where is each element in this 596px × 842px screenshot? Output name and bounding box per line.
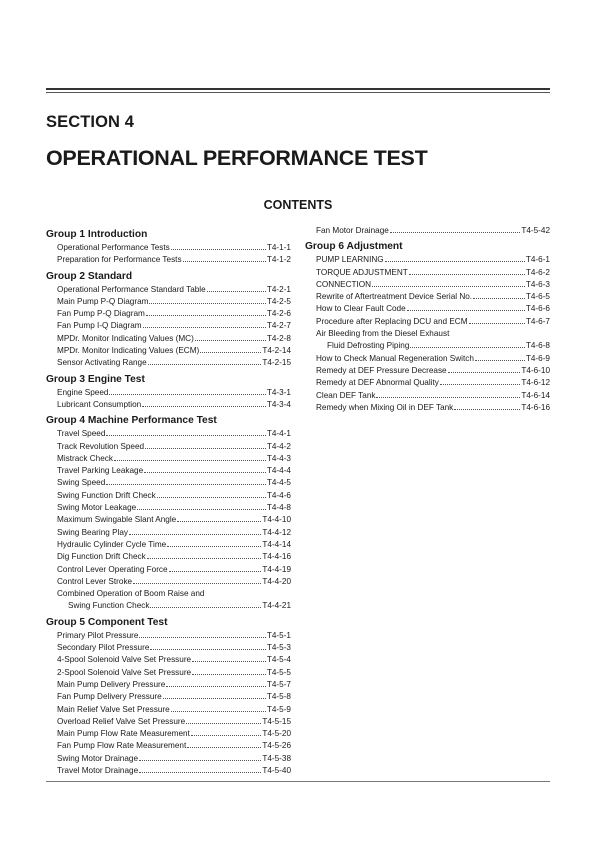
toc-leader-dots	[106, 484, 266, 485]
toc-entry[interactable]	[305, 254, 550, 266]
toc-entry-page: T4-4-14	[262, 539, 291, 549]
toc-entry-label: Sensor Activating Range	[57, 358, 147, 368]
toc-entry-label: Travel Speed	[57, 429, 106, 439]
toc-entry[interactable]	[46, 539, 291, 551]
toc-entry-page: T4-2-6	[266, 309, 291, 319]
toc-leader-dots	[109, 394, 265, 395]
toc-entry[interactable]	[305, 328, 550, 340]
toc-entry-page: T4-2-8	[266, 333, 291, 343]
toc-entry-page: T4-4-16	[262, 552, 291, 562]
toc-entry-label: Engine Speed	[57, 387, 109, 397]
toc-entry-page: T4-2-5	[266, 296, 291, 306]
toc-leader-dots	[142, 406, 266, 407]
toc-entry-page: T4-5-26	[262, 741, 291, 751]
toc-entry[interactable]	[46, 704, 291, 716]
toc-entry[interactable]	[46, 753, 291, 765]
toc-entry-label: CONNECTION	[316, 279, 372, 289]
toc-entry[interactable]	[46, 576, 291, 588]
toc-entry[interactable]	[305, 303, 550, 315]
toc-entry[interactable]	[46, 527, 291, 539]
toc-entry-page: T4-6-3	[525, 279, 550, 289]
toc-entry-page: T4-4-10	[262, 515, 291, 525]
toc-entry[interactable]	[305, 267, 550, 279]
toc-entry-label: 2-Spool Solenoid Valve Set Pressure	[57, 667, 192, 677]
toc-entry-page: T4-4-1	[266, 429, 291, 439]
toc-entry[interactable]	[305, 225, 550, 237]
toc-entry-label: How to Check Manual Regeneration Switch	[316, 353, 474, 363]
toc-leader-dots	[139, 772, 261, 773]
toc-entry-label: Swing Speed	[57, 478, 106, 488]
toc-entry-label: Swing Bearing Play	[57, 527, 128, 537]
toc-entry[interactable]	[46, 716, 291, 728]
toc-entry-page: T4-6-8	[525, 341, 550, 351]
toc-entry[interactable]	[46, 333, 291, 345]
toc-entry-page: T4-5-15	[262, 716, 291, 726]
contents-heading: CONTENTS	[263, 198, 333, 212]
toc-entry[interactable]	[46, 765, 291, 777]
toc-entry-page: T4-5-8	[266, 692, 291, 702]
toc-leader-dots	[440, 384, 520, 385]
toc-leader-dots	[385, 261, 525, 262]
toc-entry-label: Swing Function Check	[68, 601, 150, 611]
toc-leader-dots	[129, 534, 261, 535]
toc-entry-page: T4-2-1	[266, 284, 291, 294]
toc-entry-page: T4-5-7	[266, 679, 291, 689]
toc-entry[interactable]	[46, 357, 291, 369]
toc-entry-label: Remedy at DEF Pressure Decrease	[316, 365, 447, 375]
toc-entry-label: Operational Performance Standard Table	[57, 284, 206, 294]
toc-entry-label: Hydraulic Cylinder Cycle Time	[57, 539, 167, 549]
toc-entry-label: Operational Performance Tests	[57, 243, 170, 252]
toc-entry-page: T4-5-3	[266, 643, 291, 653]
toc-entry-label: Air Bleeding from the Diesel Exhaust	[316, 329, 450, 339]
toc-entry-label: Fan Pump P-Q Diagram	[57, 309, 145, 319]
toc-entry-page: T4-4-3	[266, 453, 291, 463]
toc-leader-dots	[454, 409, 520, 410]
toc-entry-label: 4-Spool Solenoid Valve Set Pressure	[57, 655, 192, 665]
toc-entry-page: T4-6-6	[525, 304, 550, 314]
toc-leader-dots	[137, 509, 266, 510]
toc-leader-dots	[186, 723, 261, 724]
toc-leader-dots	[207, 291, 266, 292]
toc-entry[interactable]	[305, 365, 550, 377]
toc-leader-dots	[183, 261, 266, 262]
toc-entry-page: T4-5-1	[266, 630, 291, 640]
toc-entry[interactable]	[46, 728, 291, 740]
toc-leader-dots	[146, 315, 266, 316]
toc-entry[interactable]	[46, 600, 291, 612]
toc-leader-dots	[200, 352, 261, 353]
toc-entry[interactable]	[46, 242, 291, 254]
toc-entry-label: Track Revolution Speed	[57, 441, 145, 451]
toc-entry-label: Lubricant Consumption	[57, 399, 142, 409]
toc-entry[interactable]	[46, 642, 291, 654]
toc-entry-label: Travel Motor Drainage	[57, 765, 139, 775]
toc-entry-page: T4-5-20	[262, 729, 291, 739]
toc-leader-dots	[171, 249, 266, 250]
toc-entry-label: Control Lever Operating Force	[57, 564, 168, 574]
toc-leader-dots	[192, 674, 266, 675]
toc-entry-page: T4-4-2	[266, 441, 291, 451]
toc-entry[interactable]	[46, 345, 291, 357]
toc-entry-page: T4-6-2	[525, 267, 550, 277]
toc-leader-dots	[410, 347, 525, 348]
toc-leader-dots	[114, 460, 266, 461]
footer-rule	[46, 781, 550, 782]
toc-entry-label: Maximum Swingable Slant Angle	[57, 515, 177, 525]
toc-entry-label: Rewrite of Aftertreatment Device Serial No.	[316, 292, 473, 302]
toc-entry-page: T4-5-42	[521, 226, 550, 235]
toc-group-title: Group 2 Standard	[46, 270, 133, 282]
toc-entry-page: T4-4-21	[262, 601, 291, 611]
toc-entry-label: PUMP LEARNING	[316, 255, 384, 265]
toc-entry-page: T4-3-4	[266, 399, 291, 409]
toc-leader-dots	[166, 686, 266, 687]
toc-group-title: Group 5 Component Test	[46, 616, 168, 628]
toc-entry[interactable]	[305, 279, 550, 291]
toc-entry[interactable]	[46, 551, 291, 563]
toc-leader-dots	[144, 472, 266, 473]
toc-entry-label: Remedy when Mixing Oil in DEF Tank	[316, 402, 454, 412]
toc-entry-label: Combined Operation of Boom Raise and	[57, 589, 205, 599]
toc-entry-label: MPDr. Monitor Indicating Values (ECM)	[57, 346, 200, 356]
toc-entry-page: T4-2-14	[262, 346, 291, 356]
toc-leader-dots	[149, 303, 265, 304]
toc-entry-page: T4-4-12	[262, 527, 291, 537]
toc-entry-label: Dig Function Drift Check	[57, 552, 146, 562]
toc-entry[interactable]	[46, 441, 291, 453]
toc-leader-dots	[191, 735, 261, 736]
toc-entry-label: Remedy at DEF Abnormal Quality	[316, 378, 439, 388]
toc-entry[interactable]	[305, 402, 550, 414]
toc-entry-label: Swing Function Drift Check	[57, 490, 156, 500]
toc-entry-page: T4-4-8	[266, 503, 291, 513]
toc-entry-label: Fan Pump Delivery Pressure	[57, 692, 162, 702]
toc-leader-dots	[133, 583, 261, 584]
toc-entry[interactable]	[305, 340, 550, 352]
toc-leader-dots	[169, 571, 262, 572]
toc-entry-page: T4-5-38	[262, 753, 291, 763]
toc-leader-dots	[163, 698, 266, 699]
toc-entry-page: T4-1-2	[266, 255, 291, 265]
toc-leader-dots	[148, 364, 262, 365]
toc-leader-dots	[139, 637, 265, 638]
toc-entry-page: T4-3-1	[266, 387, 291, 397]
toc-entry-label: Fan Pump I-Q Diagram	[57, 321, 142, 331]
toc-entry[interactable]	[46, 254, 291, 266]
toc-entry-page: T4-6-5	[525, 292, 550, 302]
toc-entry[interactable]	[46, 477, 291, 489]
toc-entry-label: Main Pump Flow Rate Measurement	[57, 729, 190, 739]
toc-entry[interactable]	[46, 428, 291, 440]
toc-leader-dots	[157, 497, 266, 498]
toc-group	[46, 613, 291, 778]
toc-entry[interactable]	[305, 291, 550, 303]
toc-leader-dots	[409, 274, 525, 275]
toc-entry[interactable]	[46, 630, 291, 642]
toc-entry-page: T4-6-10	[521, 365, 550, 375]
toc-entry-page: T4-5-4	[266, 655, 291, 665]
toc-entry[interactable]	[46, 387, 291, 399]
toc-group	[46, 411, 291, 612]
toc-entry[interactable]	[46, 564, 291, 576]
toc-entry-page: T4-4-4	[266, 466, 291, 476]
toc-entry[interactable]	[46, 399, 291, 411]
toc-entry-page: T4-5-5	[266, 667, 291, 677]
toc-leader-dots	[167, 546, 261, 547]
toc-entry-page: T4-4-20	[262, 576, 291, 586]
toc-entry-label: Primary Pilot Pressure	[57, 630, 139, 640]
toc-group-title: Group 3 Engine Test	[46, 373, 145, 385]
toc-entry-page: T4-6-14	[521, 390, 550, 400]
toc-entry-page: T4-6-9	[525, 353, 550, 363]
toc-entry-label: Main Pump Delivery Pressure	[57, 679, 166, 689]
toc-leader-dots	[177, 521, 261, 522]
toc-leader-dots	[143, 327, 266, 328]
toc-entry-page: T4-1-1	[266, 243, 291, 252]
section-label: SECTION 4	[46, 113, 135, 131]
toc-entry[interactable]	[46, 502, 291, 514]
toc-leader-dots	[475, 360, 525, 361]
toc-leader-dots	[147, 558, 262, 559]
toc-leader-dots	[139, 760, 261, 761]
toc-entry[interactable]	[46, 679, 291, 691]
toc-entry[interactable]	[305, 390, 550, 402]
toc-entry-label: Travel Parking Leakage	[57, 466, 144, 476]
toc-entry-label: MPDr. Monitor Indicating Values (MC)	[57, 333, 194, 343]
toc-leader-dots	[390, 232, 521, 233]
toc-group	[46, 225, 291, 267]
page-title: OPERATIONAL PERFORMANCE TEST	[46, 146, 428, 170]
toc-leader-dots	[473, 298, 525, 299]
toc-leader-dots	[187, 747, 261, 748]
toc-entry[interactable]	[46, 284, 291, 296]
toc-entry-label: TORQUE ADJUSTMENT	[316, 267, 408, 277]
toc-entry[interactable]	[305, 377, 550, 389]
toc-entry-page: T4-5-40	[262, 765, 291, 775]
toc-entry-page: T4-2-7	[266, 321, 291, 331]
toc-entry-label: Swing Motor Leakage	[57, 503, 137, 513]
toc-leader-dots	[448, 372, 521, 373]
toc-entry-label: Control Lever Stroke	[57, 576, 133, 586]
toc-entry[interactable]	[46, 308, 291, 320]
toc-left-column	[46, 225, 291, 777]
toc-entry-page: T4-4-19	[262, 564, 291, 574]
toc-leader-dots	[145, 448, 266, 449]
toc-entry[interactable]	[46, 667, 291, 679]
toc-entry-page: T4-2-15	[262, 358, 291, 368]
toc-leader-dots	[372, 286, 525, 287]
toc-entry-label: Fan Pump Flow Rate Measurement	[57, 741, 187, 751]
toc-right-column	[305, 225, 550, 414]
toc-entry-label: How to Clear Fault Code	[316, 304, 406, 314]
toc-entry-label: Main Relief Valve Set Pressure	[57, 704, 170, 714]
toc-entry-page: T4-6-1	[525, 255, 550, 265]
toc-entry-label: Preparation for Performance Tests	[57, 255, 182, 265]
toc-leader-dots	[150, 649, 265, 650]
header-rule-thick	[46, 88, 550, 90]
toc-leader-dots	[171, 711, 266, 712]
toc-entry[interactable]	[305, 316, 550, 328]
toc-entry-label: Overload Relief Valve Set Pressure	[57, 716, 186, 726]
toc-group-title: Group 6 Adjustment	[305, 241, 403, 253]
toc-leader-dots	[376, 397, 520, 398]
toc-group	[46, 267, 291, 370]
toc-entry-label: Mistrack Check	[57, 453, 113, 463]
toc-entry-page: T4-6-12	[521, 378, 550, 388]
toc-entry[interactable]	[46, 465, 291, 477]
toc-entry-page: T4-6-16	[521, 402, 550, 412]
toc-entry[interactable]	[46, 588, 291, 600]
toc-leader-dots	[106, 435, 265, 436]
toc-entry-label: Secondary Pilot Pressure	[57, 643, 150, 653]
toc-group	[305, 237, 550, 414]
toc-entry[interactable]	[46, 453, 291, 465]
toc-entry[interactable]	[46, 296, 291, 308]
toc-entry-page: T4-4-6	[266, 490, 291, 500]
toc-entry[interactable]	[46, 740, 291, 752]
toc-group-title: Group 1 Introduction	[46, 229, 148, 240]
toc-leader-dots	[407, 310, 525, 311]
toc-entry-page: T4-6-7	[525, 316, 550, 326]
toc-entry-label: Clean DEF Tank	[316, 390, 376, 400]
header-rule-thin	[46, 92, 550, 93]
toc-leader-dots	[150, 607, 261, 608]
toc-leader-dots	[192, 661, 266, 662]
toc-entry-label: Main Pump P-Q Diagram	[57, 296, 149, 306]
toc-group-title: Group 4 Machine Performance Test	[46, 415, 217, 427]
toc-entry-label: Swing Motor Drainage	[57, 753, 139, 763]
toc-entry[interactable]	[46, 691, 291, 703]
toc-entry-label: Fan Motor Drainage	[316, 226, 389, 235]
toc-group	[305, 225, 550, 237]
toc-entry[interactable]	[46, 490, 291, 502]
toc-entry[interactable]	[46, 654, 291, 666]
toc-group	[46, 370, 291, 412]
toc-entry-page: T4-5-9	[266, 704, 291, 714]
toc-entry-label: Procedure after Replacing DCU and ECM	[316, 316, 468, 326]
toc-entry-page: T4-4-5	[266, 478, 291, 488]
toc-entry-label: Fluid Defrosting Piping	[327, 341, 410, 351]
toc-leader-dots	[469, 323, 525, 324]
toc-leader-dots	[195, 340, 266, 341]
toc-entry[interactable]	[46, 320, 291, 332]
toc-entry[interactable]	[46, 514, 291, 526]
toc-entry[interactable]	[305, 353, 550, 365]
